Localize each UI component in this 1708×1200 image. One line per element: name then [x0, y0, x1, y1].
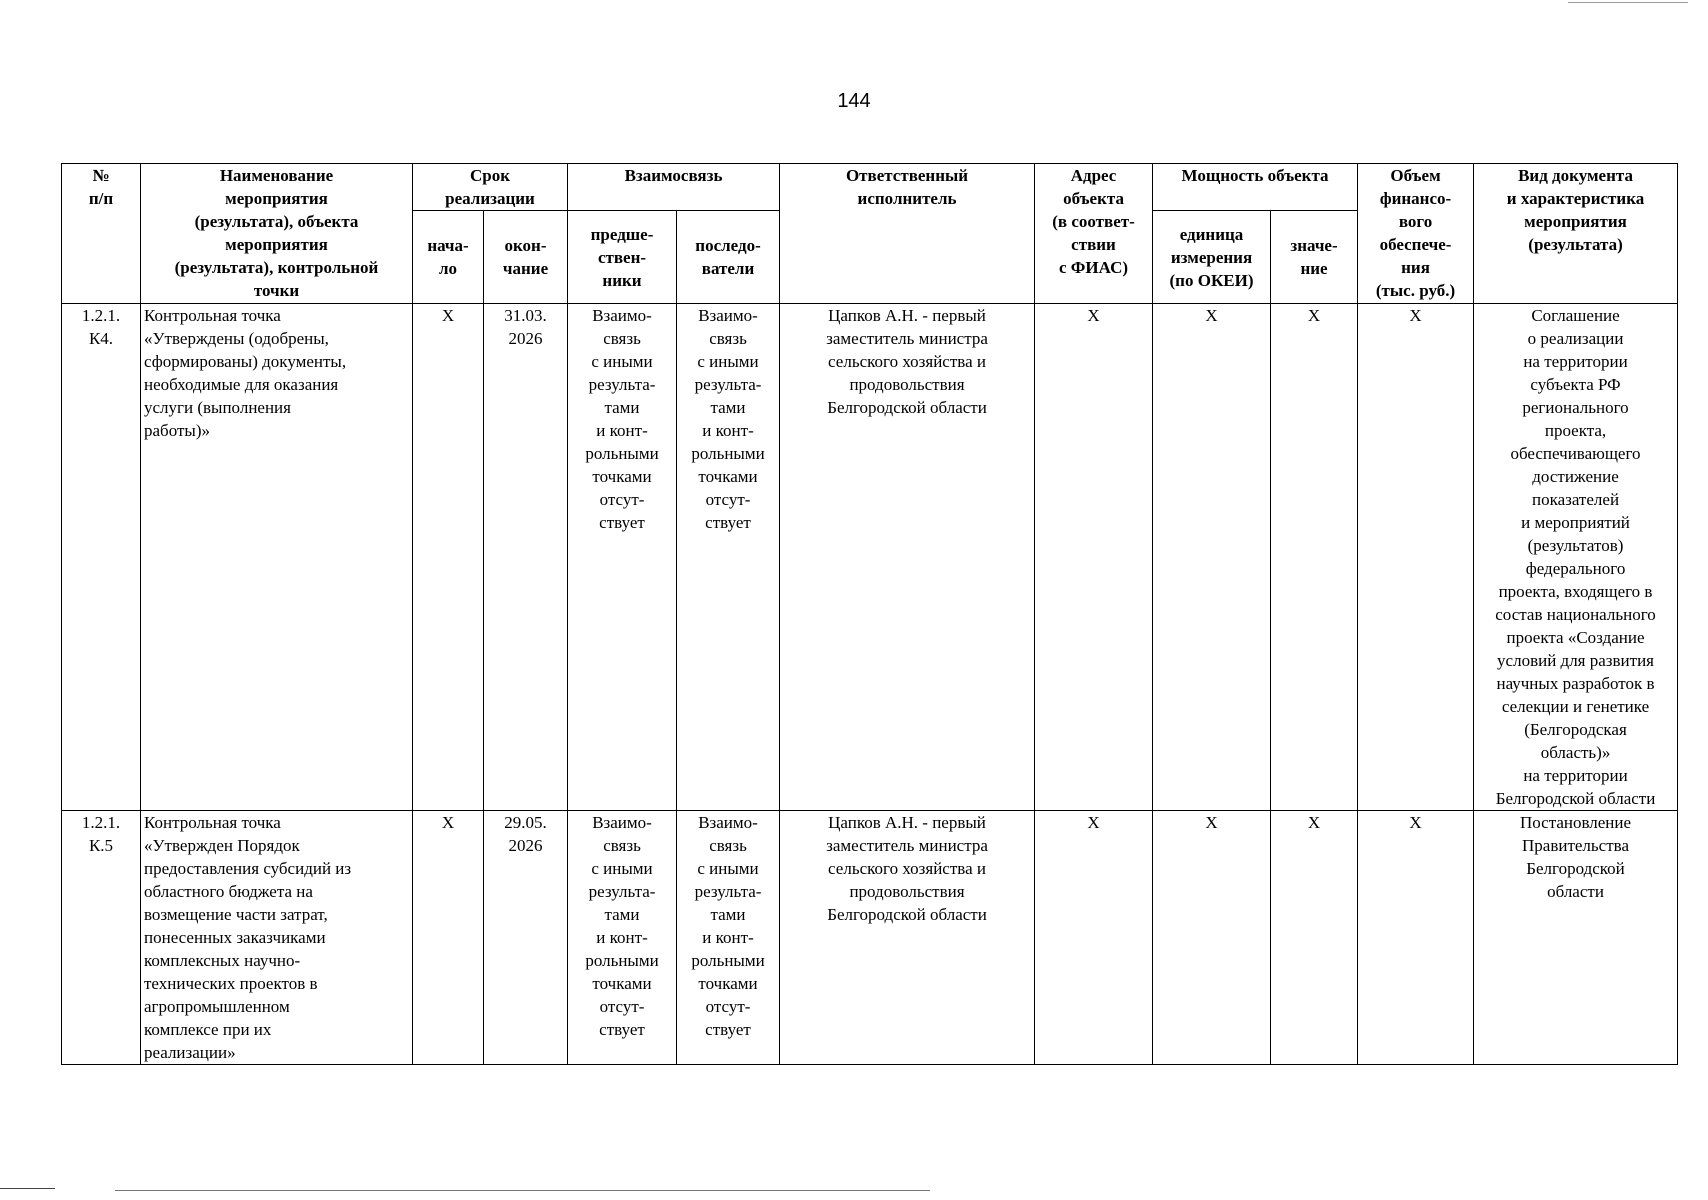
- cell-address: X: [1035, 811, 1153, 1065]
- header-row-1: [62, 164, 1678, 211]
- header-num: № п/п: [62, 164, 141, 304]
- header-finance: Объем финансо- вого обеспече- ния (тыс. руб.): [1358, 164, 1474, 304]
- cell-finance: X: [1358, 304, 1474, 811]
- header-doc-type: Вид документа и характеристика мероприятия (результата): [1474, 164, 1678, 304]
- cell-prev: Взаимо- связь с иными результа- тами и конт- рольными точками отсут- ствует: [568, 304, 677, 811]
- header-link-prev: предше- ствен- ники: [568, 211, 677, 304]
- cell-num: 1.2.1. К4.: [62, 304, 141, 811]
- cell-start: X: [413, 811, 484, 1065]
- cell-doc: Соглашение о реализации на территории субъекта РФ регионального проекта, обеспечивающего достижение показателей и мероприятий (результатов) федерального проекта, входящего в состав национального проекта «Создание условий для развития научных разработок в селекции и генетике (Белгородская область)» на территории Белгородской области: [1474, 304, 1678, 811]
- table-row: [62, 811, 1678, 1065]
- header-term-start: нача- ло: [413, 211, 484, 304]
- cell-name: Контрольная точка «Утвержден Порядок предоставления субсидий из областного бюджета на возмещение части затрат, понесенных заказчиками комплексных научно- технических проектов в агропромышленном комплексе при их реализации»: [141, 811, 413, 1065]
- header-responsible: Ответственный исполнитель: [780, 164, 1035, 304]
- page-number: 144: [837, 90, 871, 112]
- cell-num: 1.2.1. К.5: [62, 811, 141, 1065]
- header-name: Наименование мероприятия (результата), объекта мероприятия (результата), контрольной точки: [141, 164, 413, 304]
- cell-next: Взаимо- связь с иными результа- тами и конт- рольными точками отсут- ствует: [677, 304, 780, 811]
- cell-start: X: [413, 304, 484, 811]
- cell-next: Взаимо- связь с иными результа- тами и конт- рольными точками отсут- ствует: [677, 811, 780, 1065]
- cell-end: 29.05. 2026: [484, 811, 568, 1065]
- cell-finance: X: [1358, 811, 1474, 1065]
- scan-line-bottom: [115, 1190, 930, 1191]
- cell-responsible: Цапков А.Н. - первый заместитель министра сельского хозяйства и продовольствия Белгородской области: [780, 811, 1035, 1065]
- table-row: [62, 304, 1678, 811]
- header-term: Срок реализации: [413, 164, 568, 211]
- cell-responsible: Цапков А.Н. - первый заместитель министра сельского хозяйства и продовольствия Белгородской области: [780, 304, 1035, 811]
- scan-line-top-right: [1568, 2, 1688, 3]
- cell-prev: Взаимо- связь с иными результа- тами и конт- рольными точками отсут- ствует: [568, 811, 677, 1065]
- cell-value: X: [1271, 304, 1358, 811]
- cell-unit: X: [1153, 304, 1271, 811]
- cell-end: 31.03. 2026: [484, 304, 568, 811]
- header-link-next: последо- ватели: [677, 211, 780, 304]
- cell-value: X: [1271, 811, 1358, 1065]
- header-address: Адрес объекта (в соответ- ствии с ФИАС): [1035, 164, 1153, 304]
- cell-doc: Постановление Правительства Белгородской области: [1474, 811, 1678, 1065]
- header-term-end: окон- чание: [484, 211, 568, 304]
- cell-address: X: [1035, 304, 1153, 811]
- cell-name: Контрольная точка «Утверждены (одобрены, сформированы) документы, необходимые для оказания услуги (выполнения работы)»: [141, 304, 413, 811]
- header-capacity-unit: единица измерения (по ОКЕИ): [1153, 211, 1271, 304]
- header-capacity-value: значе- ние: [1271, 211, 1358, 304]
- events-table: [61, 163, 1678, 1065]
- cell-unit: X: [1153, 811, 1271, 1065]
- header-link: Взаимосвязь: [568, 164, 780, 211]
- header-capacity: Мощность объекта: [1153, 164, 1358, 211]
- scan-line-bottom-left: [0, 1188, 55, 1189]
